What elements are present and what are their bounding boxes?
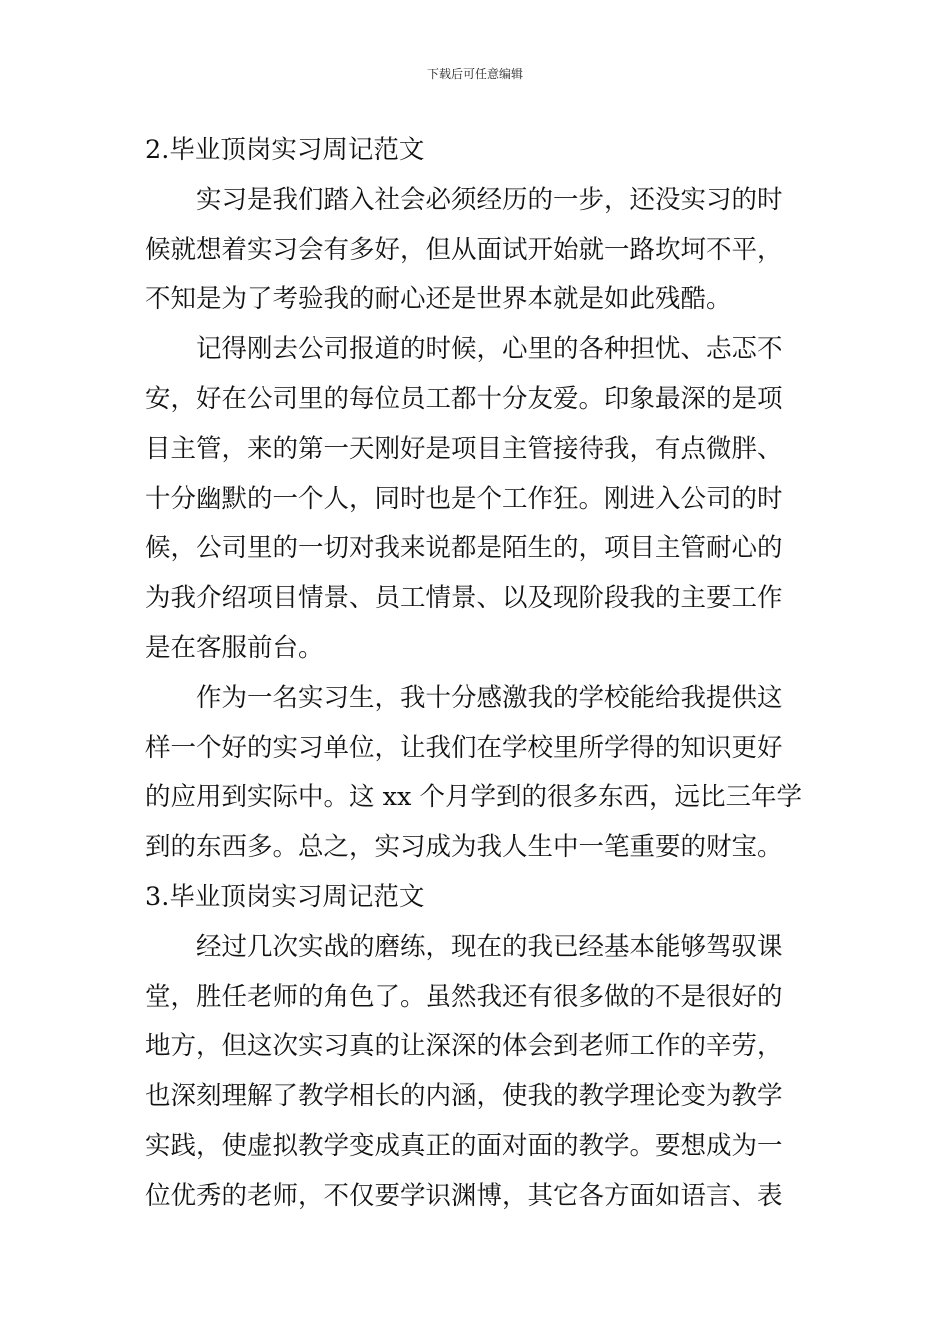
paragraph-line: 记得刚去公司报道的时候，心里的各种担忧、忐忑不	[196, 334, 783, 365]
paragraph-line: 实习是我们踏入社会必须经历的一步，还没实习的时	[196, 184, 783, 215]
paragraph-line: 是在客服前台。	[145, 632, 324, 663]
paragraph-line: 地方，但这次实习真的让深深的体会到老师工作的辛劳，	[145, 1031, 783, 1062]
paragraph-line: 堂，胜任老师的角色了。虽然我还有很多做的不是很好的	[145, 981, 783, 1012]
paragraph-line: 为我介绍项目情景、员工情景、以及现阶段我的主要工作	[145, 583, 783, 614]
section-heading: 3.毕业顶岗实习周记范文	[145, 881, 425, 912]
paragraph-line: 样一个好的实习单位，让我们在学校里所学得的知识更好	[145, 732, 783, 763]
paragraph-line: 安，好在公司里的每位员工都十分友爱。印象最深的是项	[145, 383, 783, 414]
paragraph-line: 候就想着实习会有多好，但从面试开始就一路坎坷不平，	[145, 234, 783, 265]
page-header-note: 下载后可任意编辑	[426, 67, 523, 81]
paragraph-line: 也深刻理解了教学相长的内涵，使我的教学理论变为教学	[145, 1081, 783, 1112]
document-body	[145, 126, 815, 1222]
section-heading: 2.毕业顶岗实习周记范文	[145, 135, 425, 165]
paragraph-line: 候，公司里的一切对我来说都是陌生的，项目主管耐心的	[145, 533, 783, 564]
paragraph-line: 作为一名实习生，我十分感激我的学校能给我提供这	[196, 682, 783, 713]
paragraph-line: 到的东西多。总之，实习成为我人生中一笔重要的财宝。	[145, 832, 783, 863]
paragraph-line: 不知是为了考验我的耐心还是世界本就是如此残酷。	[145, 284, 732, 315]
paragraph-line: 的应用到实际中。这 xx 个月学到的很多东西，远比三年学	[145, 782, 802, 813]
paragraph-line: 目主管，来的第一天刚好是项目主管接待我，有点微胖、	[145, 433, 783, 464]
paragraph-line: 十分幽默的一个人，同时也是个工作狂。刚进入公司的时	[145, 483, 783, 514]
paragraph-line: 位优秀的老师，不仅要学识渊博，其它各方面如语言、表	[145, 1180, 783, 1211]
paragraph-line: 经过几次实战的磨练，现在的我已经基本能够驾驭课	[196, 931, 783, 962]
paragraph-line: 实践，使虚拟教学变成真正的面对面的教学。要想成为一	[145, 1130, 783, 1161]
